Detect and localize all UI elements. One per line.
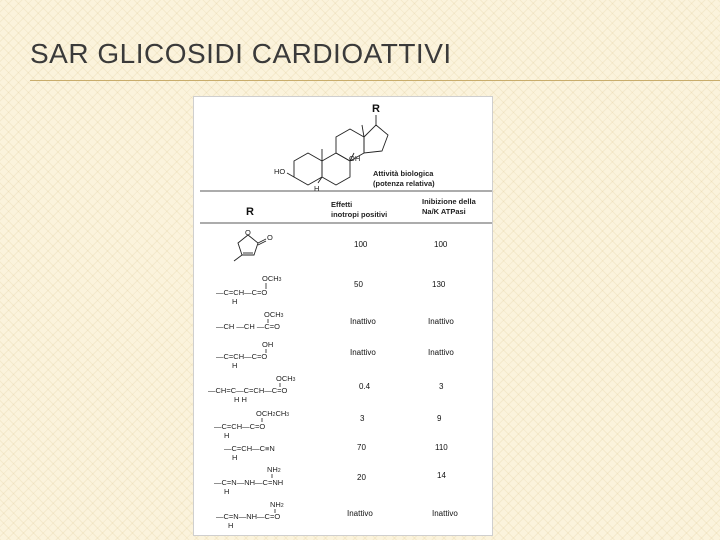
header-col1-line2: inotropi positivi — [331, 210, 388, 219]
row6-h: H — [224, 431, 230, 440]
row5-h: H H — [234, 395, 247, 404]
row5-och3: OCH3 — [276, 374, 296, 383]
row1-inhibition: 100 — [434, 240, 448, 249]
table-row — [208, 374, 444, 404]
table-row — [216, 274, 446, 306]
row5-inhibition: 3 — [439, 382, 444, 391]
table-row — [214, 409, 442, 440]
caption-line2: (potenza relativa) — [373, 179, 435, 188]
table-row — [214, 465, 446, 496]
row9-chain: —C=N—NH—C=O — [216, 512, 281, 521]
row4-oh: OH — [262, 340, 274, 349]
slide-title: SAR GLICOSIDI CARDIOATTIVI — [30, 38, 452, 69]
butenolide-ring-o: O — [245, 228, 251, 237]
row3-inotropic: Inattivo — [350, 317, 376, 326]
table-row — [216, 500, 458, 530]
row8-chain: —C=N—NH—C=NH — [214, 478, 284, 487]
row9-inhibition: Inattivo — [432, 509, 458, 518]
scaffold-oh-label: OH — [349, 154, 361, 163]
row4-inhibition: Inattivo — [428, 348, 454, 357]
row4-chain: —C=CH—C=O — [216, 352, 268, 361]
row6-chain: —C=CH—C=O — [214, 422, 266, 431]
header-col2-line1: Inibizione della — [422, 197, 476, 206]
scaffold-h-label: H — [314, 184, 320, 193]
row8-nh2: NH2 — [267, 465, 281, 474]
row9-h: H — [228, 521, 234, 530]
row5-inotropic: 0.4 — [359, 382, 371, 391]
row4-inotropic: Inattivo — [350, 348, 376, 357]
row2-och3: OCH3 — [262, 274, 282, 283]
row2-inotropic: 50 — [354, 280, 363, 289]
row1-inotropic: 100 — [354, 240, 368, 249]
row7-h: H — [232, 453, 238, 462]
row8-h: H — [224, 487, 230, 496]
row2-h: H — [232, 297, 238, 306]
sar-figure — [193, 96, 493, 536]
scaffold-r-label: R — [372, 103, 380, 115]
table-row — [224, 443, 448, 462]
table-row — [216, 340, 454, 370]
row3-chain: —CH —CH —C=O — [216, 322, 280, 331]
row8-inhibition: 14 — [437, 471, 446, 480]
scaffold-ho-label: HO — [274, 167, 286, 176]
row3-inhibition: Inattivo — [428, 317, 454, 326]
row6-inotropic: 3 — [360, 414, 365, 423]
sar-figure-svg — [194, 97, 493, 536]
table-row — [216, 310, 454, 331]
row7-inotropic: 70 — [357, 443, 366, 452]
caption-line1: Attività biologica — [373, 169, 434, 178]
butenolide-ring — [234, 235, 266, 261]
table-row — [234, 228, 448, 261]
row7-chain: —C=CH—C≡N — [224, 444, 275, 453]
title-divider — [30, 80, 720, 81]
row7-inhibition: 110 — [435, 443, 448, 452]
row2-chain: —C=CH—C=O — [216, 288, 268, 297]
row3-och3: OCH3 — [264, 310, 284, 319]
header-col1-line1: Effetti — [331, 200, 353, 209]
butenolide-carbonyl-o: O — [267, 233, 273, 242]
row6-inhibition: 9 — [437, 414, 442, 423]
header-r: R — [246, 206, 254, 218]
row5-chain: —CH=C—C=CH—C=O — [208, 386, 288, 395]
row2-inhibition: 130 — [432, 280, 446, 289]
row6-och2ch3: OCH2CH3 — [256, 409, 290, 418]
row9-inotropic: Inattivo — [347, 509, 373, 518]
row4-h: H — [232, 361, 238, 370]
row9-nh2: NH2 — [270, 500, 284, 509]
header-col2-line2: Na/K ATPasi — [422, 207, 466, 216]
row8-inotropic: 20 — [357, 473, 366, 482]
